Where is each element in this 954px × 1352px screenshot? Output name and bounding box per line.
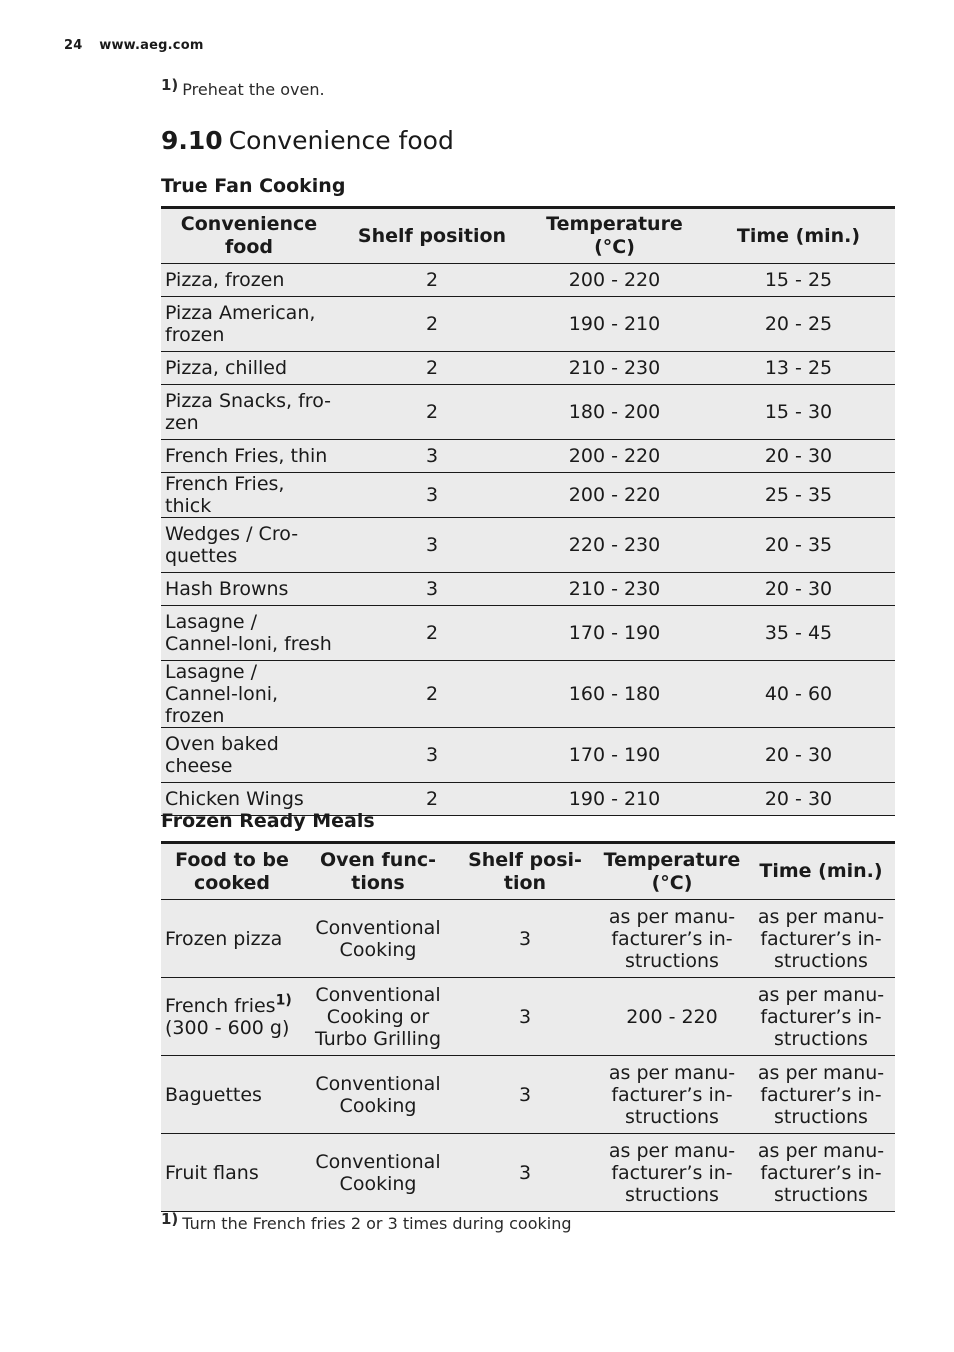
table-cell: 2 xyxy=(337,297,527,352)
table-cell: 190 - 210 xyxy=(527,783,702,816)
table-cell: 200 - 220 xyxy=(527,473,702,518)
table-cell: as per manu-facturer’s in-structions xyxy=(597,1056,747,1134)
page-header xyxy=(64,38,204,53)
table-cell: 3 xyxy=(337,440,527,473)
table-cell: Baguettes xyxy=(161,1056,303,1134)
table-cell: 20 - 30 xyxy=(702,728,895,783)
table-cell: 170 - 190 xyxy=(527,728,702,783)
column-header: Temperature (°C) xyxy=(527,208,702,264)
table-cell: 170 - 190 xyxy=(527,606,702,661)
table-row xyxy=(161,518,895,573)
table-cell: French Fries, thin xyxy=(161,440,337,473)
table-cell: 2 xyxy=(337,352,527,385)
table-cell: 220 - 230 xyxy=(527,518,702,573)
table-row xyxy=(161,661,895,728)
table-row xyxy=(161,440,895,473)
table-cell: 15 - 25 xyxy=(702,264,895,297)
weight-range: (300 - 600 g) xyxy=(165,1016,290,1039)
table-cell: 2 xyxy=(337,264,527,297)
table-cell: 20 - 30 xyxy=(702,573,895,606)
table-cell: Pizza, chilled xyxy=(161,352,337,385)
table-cell: 20 - 30 xyxy=(702,783,895,816)
table-cell: Fruit flans xyxy=(161,1134,303,1212)
table-cell: 210 - 230 xyxy=(527,352,702,385)
table-cell: as per manu-facturer’s in-structions xyxy=(747,900,895,978)
column-header: Time (min.) xyxy=(702,208,895,264)
table-cell: Conventional Cooking xyxy=(303,1134,453,1212)
table-cell: 200 - 220 xyxy=(527,440,702,473)
table-cell: 35 - 45 xyxy=(702,606,895,661)
table-cell: Oven baked cheese xyxy=(161,728,337,783)
table-cell: 2 xyxy=(337,606,527,661)
table-cell: 210 - 230 xyxy=(527,573,702,606)
table-cell: 15 - 30 xyxy=(702,385,895,440)
table-cell: 200 - 220 xyxy=(527,264,702,297)
table-cell: as per manu-facturer’s in-structions xyxy=(747,1056,895,1134)
table-cell: Pizza Snacks, fro-zen xyxy=(161,385,337,440)
table-cell: as per manu-facturer’s in-structions xyxy=(747,978,895,1056)
table-cell: 20 - 25 xyxy=(702,297,895,352)
food-name: French fries xyxy=(165,994,276,1017)
column-header: Oven func-tions xyxy=(303,843,453,900)
table-row xyxy=(161,606,895,661)
table-cell: 3 xyxy=(337,518,527,573)
table-cell: as per manu-facturer’s in-structions xyxy=(597,900,747,978)
table-row xyxy=(161,264,895,297)
table-cell: French Fries, thick xyxy=(161,473,337,518)
table-row xyxy=(161,900,895,978)
section-name: Convenience food xyxy=(228,126,454,155)
table-row xyxy=(161,1134,895,1212)
true-fan-table xyxy=(161,206,895,816)
table-cell: 160 - 180 xyxy=(527,661,702,728)
french-fries-footnote xyxy=(161,1210,572,1233)
table-row xyxy=(161,297,895,352)
table-cell: as per manu-facturer’s in-structions xyxy=(597,1134,747,1212)
table-cell: Lasagne / Cannel-loni, frozen xyxy=(161,661,337,728)
table-cell: 180 - 200 xyxy=(527,385,702,440)
table-cell: 3 xyxy=(453,978,597,1056)
frozen-meals-table xyxy=(161,841,895,1212)
table-cell: 13 - 25 xyxy=(702,352,895,385)
website-link[interactable]: www.aeg.com xyxy=(99,38,204,53)
table-cell: Conventional Cooking xyxy=(303,900,453,978)
true-fan-title: True Fan Cooking xyxy=(161,175,346,197)
table-cell: 2 xyxy=(337,661,527,728)
footnote-text: Turn the French fries 2 or 3 times during cooking xyxy=(182,1214,572,1233)
footnote-reference: 1) xyxy=(275,992,292,1009)
table-cell: Pizza American, frozen xyxy=(161,297,337,352)
table-cell: 3 xyxy=(453,900,597,978)
table-cell: Lasagne / Cannel-loni, fresh xyxy=(161,606,337,661)
column-header: Shelf position xyxy=(337,208,527,264)
table-cell: Wedges / Cro-quettes xyxy=(161,518,337,573)
column-header: Convenience food xyxy=(161,208,337,264)
table-cell: 25 - 35 xyxy=(702,473,895,518)
column-header: Time (min.) xyxy=(747,843,895,900)
table-cell: 2 xyxy=(337,783,527,816)
table-cell: 20 - 30 xyxy=(702,440,895,473)
column-header: Food to be cooked xyxy=(161,843,303,900)
table-cell: 3 xyxy=(337,728,527,783)
table-cell: 190 - 210 xyxy=(527,297,702,352)
table-cell: Conventional Cooking xyxy=(303,1056,453,1134)
table-cell: 3 xyxy=(453,1056,597,1134)
preheat-footnote xyxy=(161,76,325,99)
table-row xyxy=(161,1056,895,1134)
table-cell: Hash Browns xyxy=(161,573,337,606)
table-row xyxy=(161,473,895,518)
column-header: Shelf posi-tion xyxy=(453,843,597,900)
table-cell: as per manu-facturer’s in-structions xyxy=(747,1134,895,1212)
table-cell: Pizza, frozen xyxy=(161,264,337,297)
table-cell: 3 xyxy=(453,1134,597,1212)
footnote-mark: 1) xyxy=(161,76,179,94)
table-cell: Frozen pizza xyxy=(161,900,303,978)
table-row xyxy=(161,352,895,385)
footnote-text: Preheat the oven. xyxy=(182,80,325,99)
table-cell: 40 - 60 xyxy=(702,661,895,728)
table-cell: Chicken Wings xyxy=(161,783,337,816)
section-number: 9.10 xyxy=(161,126,223,155)
table-row xyxy=(161,728,895,783)
column-header: Temperature (°C) xyxy=(597,843,747,900)
table-cell: Conventional Cooking or Turbo Grilling xyxy=(303,978,453,1056)
page-number: 24 xyxy=(64,38,83,53)
table-row xyxy=(161,385,895,440)
footnote-mark: 1) xyxy=(161,1210,179,1228)
table-cell: 2 xyxy=(337,385,527,440)
table-cell: 20 - 35 xyxy=(702,518,895,573)
table-cell: 3 xyxy=(337,573,527,606)
frozen-meals-title: Frozen Ready Meals xyxy=(161,810,375,832)
table-cell xyxy=(161,978,303,1056)
table-cell: 3 xyxy=(337,473,527,518)
section-title xyxy=(161,126,454,155)
table-row xyxy=(161,978,895,1056)
table-row xyxy=(161,573,895,606)
table-cell: 200 - 220 xyxy=(597,978,747,1056)
